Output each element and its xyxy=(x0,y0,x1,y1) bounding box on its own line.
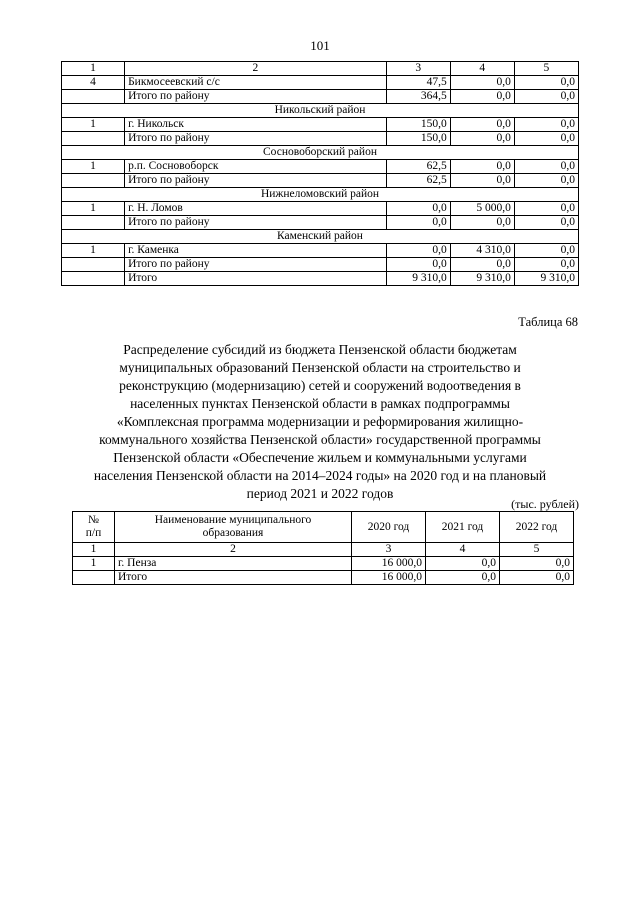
amount-2020: 0,0 xyxy=(386,244,450,258)
municipality-name: Итого по району xyxy=(125,90,387,104)
amount-2022: 0,0 xyxy=(514,132,578,146)
table-row xyxy=(62,132,579,146)
column-number: 1 xyxy=(62,62,125,76)
amount-2021: 0,0 xyxy=(450,160,514,174)
municipality-name: р.п. Сосновоборск xyxy=(125,160,387,174)
table-row xyxy=(73,571,574,585)
amount-2022: 0,0 xyxy=(514,118,578,132)
column-number: 4 xyxy=(426,543,500,557)
municipality-name: Итого по району xyxy=(125,258,387,272)
amount-2022: 0,0 xyxy=(514,216,578,230)
table-row xyxy=(62,160,579,174)
table-row xyxy=(62,90,579,104)
penza-subsidy-table xyxy=(72,511,574,585)
amount-2022: 0,0 xyxy=(514,76,578,90)
district-heading-row xyxy=(62,188,579,202)
amount-2021: 0,0 xyxy=(426,557,500,571)
district-heading: Никольский район xyxy=(62,104,579,118)
column-number: 4 xyxy=(450,62,514,76)
table-row xyxy=(62,202,579,216)
column-number: 5 xyxy=(500,543,574,557)
amount-2021: 0,0 xyxy=(450,90,514,104)
row-number: 4 xyxy=(62,76,125,90)
row-number: 1 xyxy=(62,244,125,258)
amount-2022: 0,0 xyxy=(500,571,574,585)
title-line: муниципальных образований Пензенской области на строительство и xyxy=(119,360,521,375)
district-heading-row xyxy=(62,104,579,118)
district-heading-row xyxy=(62,230,579,244)
amount-2020: 62,5 xyxy=(386,174,450,188)
amount-2022: 0,0 xyxy=(514,174,578,188)
amount-2020: 16 000,0 xyxy=(352,557,426,571)
municipality-name: Итого по району xyxy=(125,216,387,230)
amount-2020: 150,0 xyxy=(386,132,450,146)
amount-2022: 0,0 xyxy=(514,244,578,258)
table-row xyxy=(62,244,579,258)
municipality-name: Итого xyxy=(125,272,387,286)
table-row xyxy=(62,272,579,286)
table-row xyxy=(62,258,579,272)
title-line: Распределение субсидий из бюджета Пензенской области бюджетам xyxy=(123,342,517,357)
row-number xyxy=(62,132,125,146)
amount-2021: 9 310,0 xyxy=(450,272,514,286)
column-number-row xyxy=(73,543,574,557)
table-row xyxy=(62,216,579,230)
header-year-2020: 2020 год xyxy=(352,512,426,543)
amount-2020: 0,0 xyxy=(386,216,450,230)
municipality-name: г. Никольск xyxy=(125,118,387,132)
amount-2020: 0,0 xyxy=(386,258,450,272)
title-line: «Комплексная программа модернизации и реформирования жилищно- xyxy=(116,414,524,429)
row-number: 1 xyxy=(62,118,125,132)
title-line: реконструкцию (модернизацию) сетей и сооружений водоотведения в xyxy=(119,378,521,393)
municipality-name: Бикмосеевский с/с xyxy=(125,76,387,90)
row-number xyxy=(62,174,125,188)
amount-2021: 0,0 xyxy=(450,174,514,188)
table-row xyxy=(62,174,579,188)
amount-2020: 47,5 xyxy=(386,76,450,90)
amount-2020: 16 000,0 xyxy=(352,571,426,585)
column-number: 2 xyxy=(115,543,352,557)
header-number-line1: № xyxy=(88,514,99,526)
header-name-line2: образования xyxy=(202,527,264,539)
amount-2022: 0,0 xyxy=(514,202,578,216)
row-number xyxy=(62,216,125,230)
header-year-2021: 2021 год xyxy=(426,512,500,543)
column-number: 1 xyxy=(73,543,115,557)
amount-2021: 0,0 xyxy=(450,216,514,230)
amount-2021: 0,0 xyxy=(450,76,514,90)
row-number: 1 xyxy=(62,160,125,174)
amount-2020: 150,0 xyxy=(386,118,450,132)
row-number xyxy=(73,571,115,585)
header-year-2022: 2022 год xyxy=(500,512,574,543)
column-number-row xyxy=(62,62,579,76)
district-heading: Нижнеломовский район xyxy=(62,188,579,202)
title-line: Пензенской области «Обеспечение жильем и коммунальными услугами xyxy=(113,450,527,465)
amount-2021: 0,0 xyxy=(426,571,500,585)
row-number: 1 xyxy=(73,557,115,571)
amount-2021: 0,0 xyxy=(450,132,514,146)
amount-2021: 5 000,0 xyxy=(450,202,514,216)
municipality-name: г. Каменка xyxy=(125,244,387,258)
column-number: 3 xyxy=(352,543,426,557)
header-number xyxy=(73,512,115,543)
table-label: Таблица 68 xyxy=(518,315,578,329)
district-heading-row xyxy=(62,146,579,160)
amount-2022: 0,0 xyxy=(500,557,574,571)
row-number xyxy=(62,272,125,286)
column-number: 3 xyxy=(386,62,450,76)
municipality-name: г. Н. Ломов xyxy=(125,202,387,216)
column-number: 5 xyxy=(514,62,578,76)
page-number: 101 xyxy=(310,38,330,53)
row-number: 1 xyxy=(62,202,125,216)
amount-2020: 0,0 xyxy=(386,202,450,216)
amount-2020: 62,5 xyxy=(386,160,450,174)
table-row xyxy=(62,76,579,90)
amount-2022: 0,0 xyxy=(514,160,578,174)
table-header-row xyxy=(73,512,574,543)
units-label: (тыс. рублей) xyxy=(511,497,579,511)
header-number-line2: п/п xyxy=(85,527,102,539)
amount-2021: 0,0 xyxy=(450,118,514,132)
table-row xyxy=(62,118,579,132)
table-row xyxy=(73,557,574,571)
column-number: 2 xyxy=(125,62,387,76)
district-heading: Каменский район xyxy=(62,230,579,244)
amount-2021: 0,0 xyxy=(450,258,514,272)
amount-2021: 4 310,0 xyxy=(450,244,514,258)
amount-2022: 9 310,0 xyxy=(514,272,578,286)
title-line: населенных пунктах Пензенской области в рамках подпрограммы xyxy=(130,396,510,411)
row-number xyxy=(62,258,125,272)
municipality-name: г. Пенза xyxy=(115,557,352,571)
row-number xyxy=(62,90,125,104)
continued-subsidy-table xyxy=(61,61,579,286)
amount-2020: 9 310,0 xyxy=(386,272,450,286)
section-title xyxy=(70,341,570,503)
title-line: населения Пензенской области на 2014–2024 годы» на 2020 год и на плановый xyxy=(93,468,547,483)
header-name xyxy=(115,512,352,543)
municipality-name: Итого xyxy=(115,571,352,585)
title-line: период 2021 и 2022 годов xyxy=(246,486,394,501)
municipality-name: Итого по району xyxy=(125,132,387,146)
amount-2022: 0,0 xyxy=(514,90,578,104)
amount-2022: 0,0 xyxy=(514,258,578,272)
amount-2020: 364,5 xyxy=(386,90,450,104)
header-name-line1: Наименование муниципального xyxy=(154,514,312,526)
district-heading: Сосновоборский район xyxy=(62,146,579,160)
municipality-name: Итого по району xyxy=(125,174,387,188)
title-line: коммунального хозяйства Пензенской области» государственной программы xyxy=(99,432,541,447)
